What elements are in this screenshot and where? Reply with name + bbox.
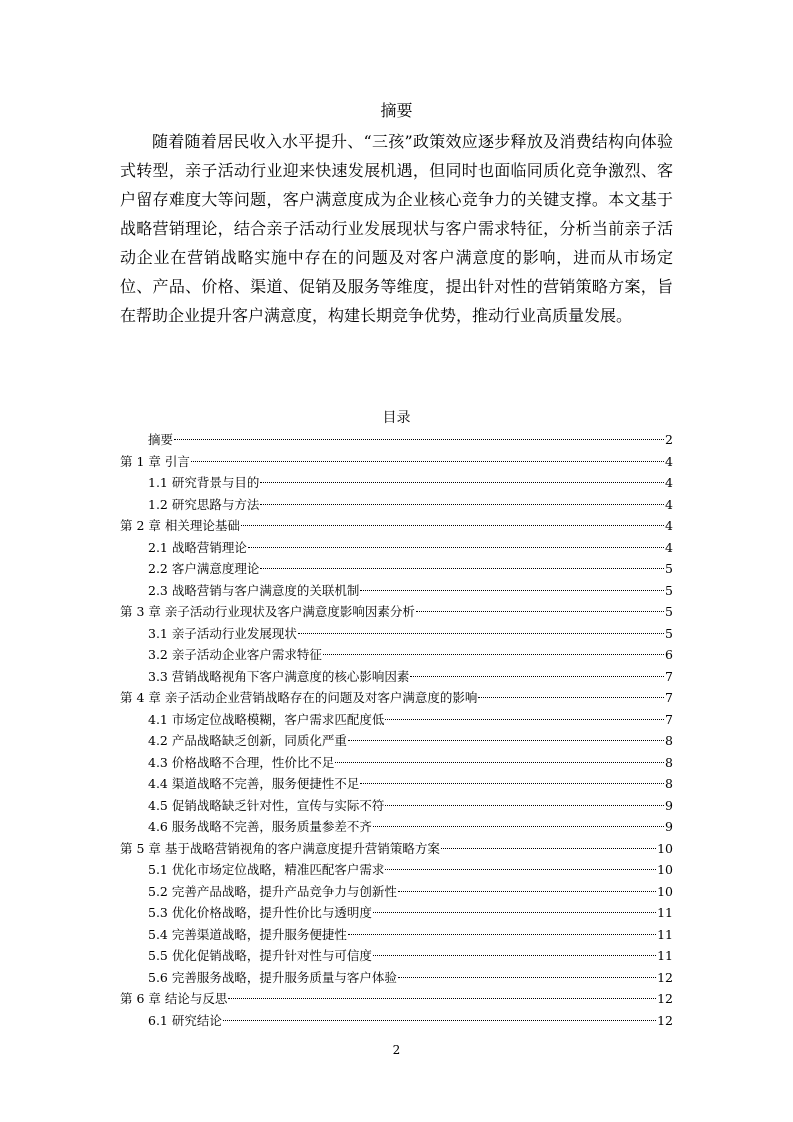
toc-entry-label: 2.1 战略营销理论 <box>148 539 247 555</box>
toc-entry-page: 5 <box>665 561 673 576</box>
abstract-title: 摘要 <box>380 101 413 120</box>
toc-entry[interactable] <box>120 881 673 903</box>
toc-leader-dots <box>360 590 664 591</box>
toc-entry-label: 5.3 优化价格战略，提升性价比与透明度 <box>148 905 372 920</box>
toc-entry-page: 5 <box>665 625 673 641</box>
toc-entry[interactable] <box>120 816 673 838</box>
toc-entry-page: 8 <box>665 754 673 770</box>
toc-entry-label: 3.3 营销战略视角下客户满意度的核心影响因素 <box>148 668 410 684</box>
toc-leader-dots <box>323 654 664 655</box>
toc-leader-dots <box>248 547 664 548</box>
toc-entry-page: 7 <box>665 668 673 684</box>
toc-leader-dots <box>191 461 664 462</box>
toc-entry[interactable] <box>120 687 673 709</box>
toc-entry-page: 9 <box>665 819 673 834</box>
toc-leader-dots <box>373 955 656 956</box>
toc-leader-dots <box>260 568 664 569</box>
toc-leader-dots <box>385 805 664 806</box>
toc-entry-page: 5 <box>665 604 673 619</box>
toc-entry-page: 9 <box>665 797 673 813</box>
toc-entry-page: 7 <box>665 690 673 705</box>
toc-entry-label: 5.1 优化市场定位战略，精准匹配客户需求 <box>148 862 385 877</box>
toc-entry-page: 2 <box>665 432 673 447</box>
toc-entry-page: 4 <box>665 496 673 512</box>
toc-entry-label: 4.1 市场定位战略模糊，客户需求匹配度低 <box>148 711 385 727</box>
toc-leader-dots <box>241 525 664 526</box>
toc-leader-dots <box>441 848 656 849</box>
toc-entry[interactable] <box>120 859 673 881</box>
toc-leader-dots <box>416 611 664 612</box>
toc-leader-dots <box>385 719 664 720</box>
toc-entry[interactable] <box>120 924 673 946</box>
toc-entry-page: 7 <box>665 711 673 727</box>
toc-entry-label: 4.4 渠道战略不完善，服务便捷性不足 <box>148 776 360 791</box>
toc-entry[interactable] <box>120 558 673 580</box>
toc-entry-label: 4.5 促销战略缺乏针对性，宣传与实际不符 <box>148 797 385 813</box>
toc-entry[interactable] <box>120 515 673 537</box>
toc-entry-label: 2.2 客户满意度理论 <box>148 561 260 576</box>
toc-entry[interactable] <box>120 537 673 559</box>
toc-leader-dots <box>260 504 664 505</box>
toc-entry-label: 1.1 研究背景与目的 <box>148 475 260 490</box>
toc-entry-label: 6.1 研究结论 <box>148 1012 222 1028</box>
toc-entry[interactable] <box>120 795 673 817</box>
toc-entry[interactable] <box>120 644 673 666</box>
toc-entry[interactable] <box>120 601 673 623</box>
toc-entry[interactable] <box>120 429 673 451</box>
toc-leader-dots <box>348 934 656 935</box>
toc-entry-page: 4 <box>665 453 673 469</box>
toc-entry[interactable] <box>120 988 673 1010</box>
toc-entry[interactable] <box>120 623 673 645</box>
page-number: 2 <box>392 1043 401 1057</box>
toc-entry-label: 摘要 <box>148 432 174 447</box>
toc-entry-label: 第 1 章 引言 <box>120 453 190 469</box>
toc-entry-page: 10 <box>657 862 673 877</box>
toc-entry-page: 5 <box>665 582 673 598</box>
toc-entry[interactable] <box>120 1010 673 1032</box>
toc-entry[interactable] <box>120 945 673 967</box>
toc-entry-page: 4 <box>665 539 673 555</box>
toc-entry-page: 12 <box>657 991 673 1006</box>
toc-leader-dots <box>174 439 664 440</box>
toc-entry-label: 2.3 战略营销与客户满意度的关联机制 <box>148 582 360 598</box>
toc-entry[interactable] <box>120 580 673 602</box>
toc-entry-label: 第 6 章 结论与反思 <box>120 991 228 1006</box>
toc-entry[interactable] <box>120 752 673 774</box>
toc-entry-page: 6 <box>665 647 673 662</box>
toc-entry-label: 5.5 优化促销战略，提升针对性与可信度 <box>148 948 372 963</box>
toc-entry-label: 第 4 章 亲子活动企业营销战略存在的问题及对客户满意度的影响 <box>120 690 478 705</box>
toc-entry-label: 3.2 亲子活动企业客户需求特征 <box>148 647 322 662</box>
toc-entry-label: 5.4 完善渠道战略，提升服务便捷性 <box>148 926 347 942</box>
toc-entry-page: 11 <box>657 905 673 920</box>
toc-entry-page: 10 <box>657 840 673 856</box>
toc-entry-label: 4.6 服务战略不完善，服务质量参差不齐 <box>148 819 372 834</box>
toc-entry[interactable] <box>120 472 673 494</box>
abstract-body <box>120 127 673 330</box>
toc-entry-page: 4 <box>665 518 673 533</box>
toc-entry-page: 10 <box>657 883 673 899</box>
toc-entry-label: 3.1 亲子活动行业发展现状 <box>148 625 297 641</box>
toc-entry-page: 12 <box>657 969 673 985</box>
toc-entry-label: 4.3 价格战略不合理，性价比不足 <box>148 754 335 770</box>
toc-entry[interactable] <box>120 967 673 989</box>
toc-leader-dots <box>398 977 656 978</box>
toc-leader-dots <box>398 891 656 892</box>
toc-entry-page: 11 <box>657 948 673 963</box>
toc-entry-label: 第 5 章 基于战略营销视角的客户满意度提升营销策略方案 <box>120 840 440 856</box>
toc-leader-dots <box>335 762 664 763</box>
toc-entry[interactable] <box>120 494 673 516</box>
toc-leader-dots <box>298 633 664 634</box>
toc-entry-label: 第 2 章 相关理论基础 <box>120 518 240 533</box>
toc-leader-dots <box>373 912 656 913</box>
toc-entry-label: 1.2 研究思路与方法 <box>148 496 260 512</box>
toc-entry[interactable] <box>120 666 673 688</box>
toc-leader-dots <box>373 826 664 827</box>
toc-leader-dots <box>360 783 664 784</box>
toc-entry-label: 第 3 章 亲子活动行业现状及客户满意度影响因素分析 <box>120 604 415 619</box>
toc-entry-page: 12 <box>657 1012 673 1028</box>
abstract-paragraph: 随着随着居民收入水平提升、“三孩”政策效应逐步释放及消费结构向体验式转型，亲子活动行业迎来快速发展机遇，但同时也面临同质化竞争激烈、客户留存难度大等问题，客户满意度成为企业核心竞争力的关键支撑。本文基于战略营销理论，结合亲子活动行业发展现状与客户需求特征，分析当前亲子活动企业在营销战略实施中存在的问题及对客户满意度的影响，进而从市场定位、产品、价格、渠道、促销及服务等维度，提出针对性的营销策略方案，旨在帮助企业提升客户满意度，构建长期竞争优势，推动行业高质量发展。 <box>120 132 673 325</box>
toc-entry-label: 5.6 完善服务战略，提升服务质量与客户体验 <box>148 969 397 985</box>
toc-entry-page: 4 <box>665 475 673 490</box>
toc-leader-dots <box>385 869 656 870</box>
toc-entry-page: 8 <box>665 776 673 791</box>
table-of-contents <box>120 429 673 1031</box>
toc-leader-dots <box>260 482 664 483</box>
toc-entry-page: 11 <box>657 926 673 942</box>
toc-leader-dots <box>478 697 664 698</box>
toc-leader-dots <box>348 740 664 741</box>
toc-entry-page: 8 <box>665 733 673 748</box>
toc-entry[interactable] <box>120 902 673 924</box>
toc-entry[interactable] <box>120 838 673 860</box>
toc-entry[interactable] <box>120 730 673 752</box>
toc-entry-label: 5.2 完善产品战略，提升产品竞争力与创新性 <box>148 883 397 899</box>
toc-entry-label: 4.2 产品战略缺乏创新，同质化严重 <box>148 733 347 748</box>
toc-title: 目录 <box>382 410 411 426</box>
toc-entry[interactable] <box>120 773 673 795</box>
toc-leader-dots <box>228 998 656 999</box>
toc-entry[interactable] <box>120 451 673 473</box>
toc-leader-dots <box>223 1020 656 1021</box>
toc-leader-dots <box>410 676 664 677</box>
toc-entry[interactable] <box>120 709 673 731</box>
